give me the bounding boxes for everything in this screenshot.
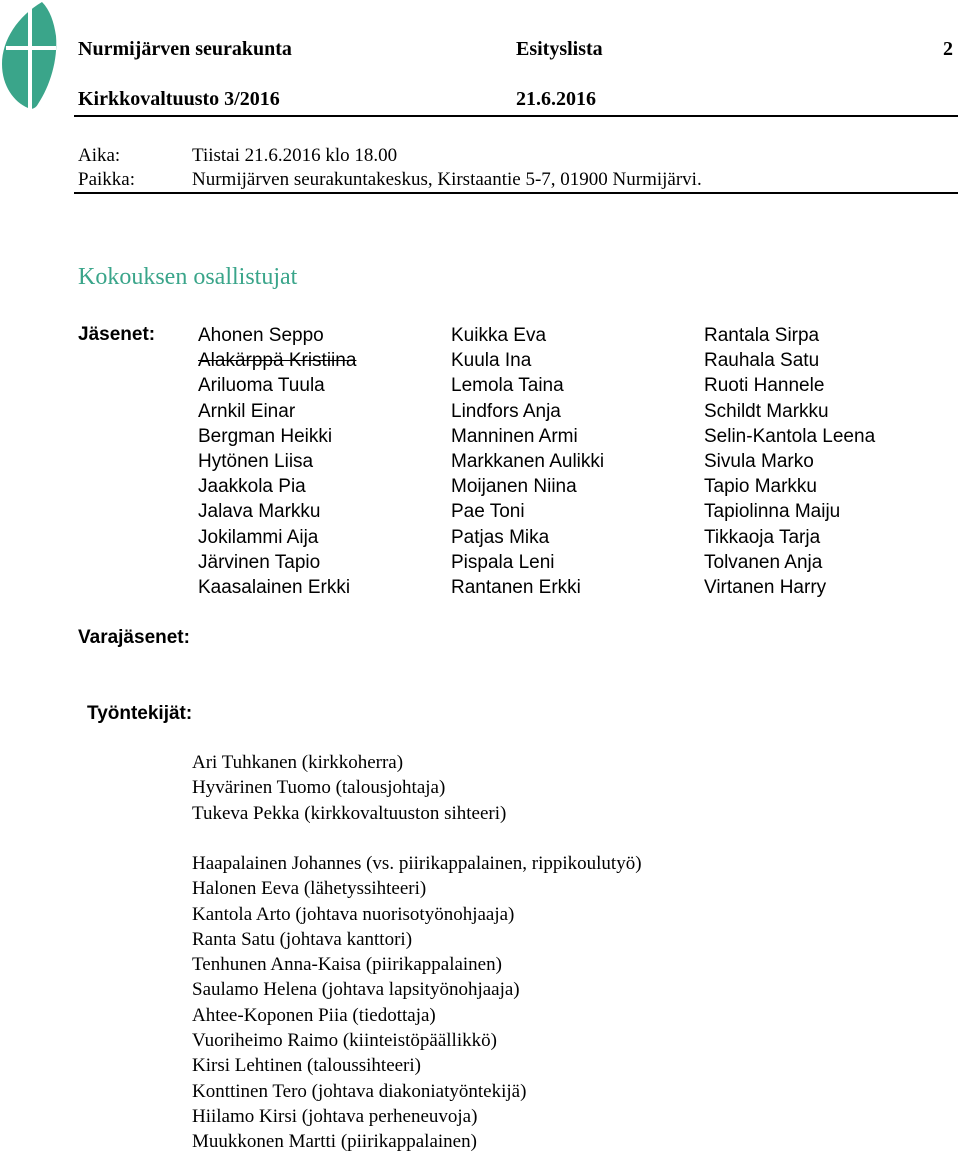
member-name: Patjas Mika xyxy=(451,526,550,548)
member-name: Schildt Markku xyxy=(704,400,829,422)
member-name: Tolvanen Anja xyxy=(704,551,823,573)
place-value: Nurmijärven seurakuntakeskus, Kirstaantie 5-7, 01900 Nurmijärvi. xyxy=(192,169,702,190)
staff-member: Ahtee-Koponen Piia (tiedottaja) xyxy=(192,1004,436,1026)
staff-member: Saulamo Helena (johtava lapsityönohjaaja) xyxy=(192,979,520,1001)
member-name: Lemola Taina xyxy=(451,375,564,397)
church-cross-leaf-logo-icon xyxy=(0,0,62,112)
member-name: Kaasalainen Erkki xyxy=(198,576,351,598)
member-name: Bergman Heikki xyxy=(198,425,333,447)
member-name: Rantanen Erkki xyxy=(451,576,581,598)
place-label: Paikka: xyxy=(78,169,135,190)
members-column-2 xyxy=(451,323,604,600)
member-name: Arnkil Einar xyxy=(198,400,296,422)
staff-member: Ari Tuhkanen (kirkkoherra) xyxy=(192,752,404,773)
time-value: Tiistai 21.6.2016 klo 18.00 xyxy=(192,145,398,166)
staff-member: Muukkonen Martti (piirikappalainen) xyxy=(192,1131,477,1153)
member-name: Kuikka Eva xyxy=(451,325,547,346)
meeting-date: 21.6.2016 xyxy=(516,88,596,110)
member-name: Hytönen Liisa xyxy=(198,450,314,472)
member-name: Moijanen Niina xyxy=(451,476,577,498)
member-name: Lindfors Anja xyxy=(451,400,561,422)
substitutes-label: Varajäsenet: xyxy=(78,627,190,648)
members-label: Jäsenet: xyxy=(78,324,156,345)
member-name: Selin-Kantola Leena xyxy=(704,425,876,447)
member-name: Jalava Markku xyxy=(198,501,321,523)
section-title: Kokouksen osallistujat xyxy=(78,264,298,290)
meeting-title: Kirkkovaltuusto 3/2016 xyxy=(78,88,280,110)
staff-group-1 xyxy=(192,750,506,826)
page-number: 2 xyxy=(943,38,953,60)
member-name: Tapio Markku xyxy=(704,476,817,498)
member-name: Rantala Sirpa xyxy=(704,325,820,346)
staff-member: Konttinen Tero (johtava diakoniatyöntekijä) xyxy=(192,1080,527,1102)
staff-group-2 xyxy=(192,851,642,1155)
staff-member: Haapalainen Johannes (vs. piirikappalainen, rippikoulutyö) xyxy=(192,853,642,874)
staff-member: Vuoriheimo Raimo (kiinteistöpäällikkö) xyxy=(192,1030,497,1052)
member-name: Markkanen Aulikki xyxy=(451,450,605,472)
member-name: Järvinen Tapio xyxy=(198,551,321,573)
members-column-3 xyxy=(704,323,875,600)
staff-member: Ranta Satu (johtava kanttori) xyxy=(192,928,413,950)
header-divider xyxy=(74,115,958,117)
staff-label: Työntekijät: xyxy=(87,703,193,724)
member-name: Tikkaoja Tarja xyxy=(704,526,821,548)
member-name: Ahonen Seppo xyxy=(198,325,324,346)
member-name: Rauhala Satu xyxy=(704,350,820,372)
meta-divider xyxy=(74,192,958,194)
member-name: Pae Toni xyxy=(451,501,525,523)
staff-member: Hiilamo Kirsi (johtava perheneuvoja) xyxy=(192,1105,478,1127)
staff-member: Tenhunen Anna-Kaisa (piirikappalainen) xyxy=(192,954,502,976)
time-label: Aika: xyxy=(78,145,121,166)
member-name: Sivula Marko xyxy=(704,450,814,472)
organization-name: Nurmijärven seurakunta xyxy=(78,38,292,60)
members-column-1 xyxy=(198,323,356,600)
member-name: Tapiolinna Maiju xyxy=(704,501,841,523)
staff-member: Halonen Eeva (lähetyssihteeri) xyxy=(192,878,427,900)
staff-member: Kirsi Lehtinen (taloussihteeri) xyxy=(192,1055,421,1077)
member-name: Ariluoma Tuula xyxy=(198,375,325,397)
staff-member: Kantola Arto (johtava nuorisotyönohjaaja) xyxy=(192,903,515,925)
member-name: Jaakkola Pia xyxy=(198,476,306,498)
member-name: Kuula Ina xyxy=(451,350,532,372)
member-name: Jokilammi Aija xyxy=(198,526,319,548)
staff-member: Hyvärinen Tuomo (talousjohtaja) xyxy=(192,777,446,799)
member-name: Ruoti Hannele xyxy=(704,375,825,397)
member-name: Virtanen Harry xyxy=(704,576,827,598)
member-name: Manninen Armi xyxy=(451,425,578,447)
document-type: Esityslista xyxy=(516,38,603,60)
member-name: Pispala Leni xyxy=(451,551,555,573)
staff-member: Tukeva Pekka (kirkkovaltuuston sihteeri) xyxy=(192,802,507,824)
member-name-struck: Alakärppä Kristiina xyxy=(198,350,357,372)
